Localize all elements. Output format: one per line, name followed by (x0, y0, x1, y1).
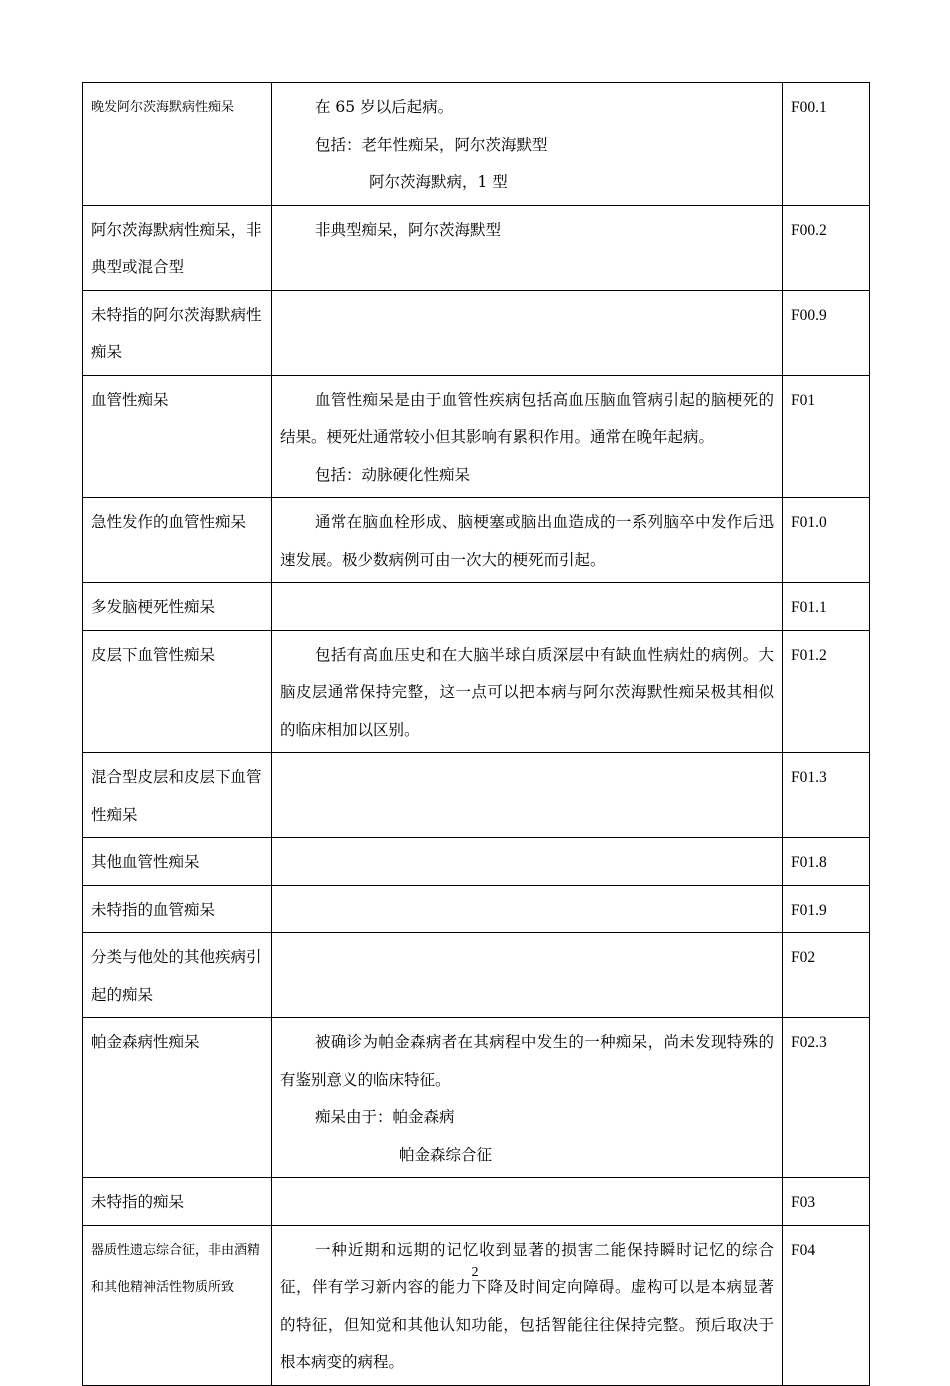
diagnosis-name: 未特指的阿尔茨海默病性痴呆 (83, 290, 272, 375)
description-line: 在 65 岁以后起病。 (315, 98, 454, 116)
diagnosis-code: F01.9 (783, 885, 870, 933)
page-number: 2 (471, 1265, 479, 1280)
diagnosis-code: F01 (783, 375, 870, 498)
description-line: 阿尔茨海默病，1 型 (369, 173, 508, 191)
diagnosis-description (272, 838, 783, 886)
table-row (83, 1178, 870, 1226)
diagnosis-code: F02 (783, 933, 870, 1018)
description-paragraph: 血管性痴呆是由于血管性疾病包括高血压脑血管病引起的脑梗死的结果。梗死灶通常较小但其影响有累积作用。通常在晚年起病。 (280, 390, 774, 446)
description-line: 包括：老年性痴呆，阿尔茨海默型 (315, 135, 548, 154)
diagnosis-code: F02.3 (783, 1018, 870, 1178)
diagnosis-name: 血管性痴呆 (83, 375, 272, 498)
diagnosis-name: 晚发阿尔茨海默病性痴呆 (83, 83, 272, 206)
table-row (83, 583, 870, 631)
diagnosis-name: 混合型皮层和皮层下血管性痴呆 (83, 753, 272, 838)
diagnosis-description (272, 933, 783, 1018)
description-paragraph: 包括有高血压史和在大脑半球白质深层中有缺血性病灶的病例。大脑皮层通常保持完整，这一点可以把本病与阿尔茨海默性痴呆极其相似的临床相加以区别。 (280, 645, 774, 739)
diagnosis-name: 皮层下血管性痴呆 (83, 630, 272, 753)
description-paragraph: 一种近期和远期的记忆收到显著的损害二能保持瞬时记忆的综合征，伴有学习新内容的能力下降及时间定向障碍。虚构可以是本病显著的特征，但知觉和其他认知功能，包括智能往往保持完整。预后取决于根本病变的病程。 (280, 1240, 774, 1371)
classification-table (82, 82, 870, 1386)
table-row (83, 498, 870, 583)
diagnosis-code: F01.1 (783, 583, 870, 631)
diagnosis-code: F01.0 (783, 498, 870, 583)
diagnosis-name: 未特指的血管痴呆 (83, 885, 272, 933)
diagnosis-description (272, 83, 783, 206)
table-row (83, 290, 870, 375)
diagnosis-description (272, 1178, 783, 1226)
diagnosis-description (272, 753, 783, 838)
table-row (83, 205, 870, 290)
diagnosis-name: 多发脑梗死性痴呆 (83, 583, 272, 631)
diagnosis-description (272, 498, 783, 583)
diagnosis-description (272, 205, 783, 290)
diagnosis-code: F03 (783, 1178, 870, 1226)
diagnosis-code: F01.3 (783, 753, 870, 838)
diagnosis-name: 阿尔茨海默病性痴呆，非典型或混合型 (83, 205, 272, 290)
diagnosis-description (272, 583, 783, 631)
description-line: 非典型痴呆，阿尔茨海默型 (315, 220, 502, 239)
diagnosis-name: 急性发作的血管性痴呆 (83, 498, 272, 583)
table-row (83, 885, 870, 933)
diagnosis-name: 帕金森病性痴呆 (83, 1018, 272, 1178)
table-row (83, 630, 870, 753)
description-line: 帕金森综合征 (399, 1145, 493, 1164)
diagnosis-description (272, 630, 783, 753)
diagnosis-code: F04 (783, 1225, 870, 1385)
diagnosis-name: 其他血管性痴呆 (83, 838, 272, 886)
description-paragraph: 通常在脑血栓形成、脑梗塞或脑出血造成的一系列脑卒中发作后迅速发展。极少数病例可由一次大的梗死而引起。 (280, 513, 774, 569)
description-line: 包括：动脉硬化性痴呆 (315, 465, 471, 484)
diagnosis-code: F01.2 (783, 630, 870, 753)
table-row (83, 1225, 870, 1385)
description-paragraph: 被确诊为帕金森病者在其病程中发生的一种痴呆，尚未发现特殊的有鉴别意义的临床特征。 (280, 1033, 774, 1089)
table-row (83, 838, 870, 886)
description-line: 痴呆由于：帕金森病 (315, 1108, 455, 1126)
table-row (83, 753, 870, 838)
table-row (83, 375, 870, 498)
diagnosis-code: F00.2 (783, 205, 870, 290)
table-row (83, 933, 870, 1018)
diagnosis-description (272, 375, 783, 498)
diagnosis-description (272, 1018, 783, 1178)
diagnosis-code: F00.1 (783, 83, 870, 206)
diagnosis-name: 未特指的痴呆 (83, 1178, 272, 1226)
diagnosis-code: F00.9 (783, 290, 870, 375)
diagnosis-code: F01.8 (783, 838, 870, 886)
diagnosis-description (272, 290, 783, 375)
diagnosis-description (272, 1225, 783, 1385)
diagnosis-name: 器质性遗忘综合征，非由酒精和其他精神活性物质所致 (83, 1225, 272, 1385)
table-row (83, 1018, 870, 1178)
diagnosis-description (272, 885, 783, 933)
table-row (83, 83, 870, 206)
diagnosis-name: 分类与他处的其他疾病引起的痴呆 (83, 933, 272, 1018)
